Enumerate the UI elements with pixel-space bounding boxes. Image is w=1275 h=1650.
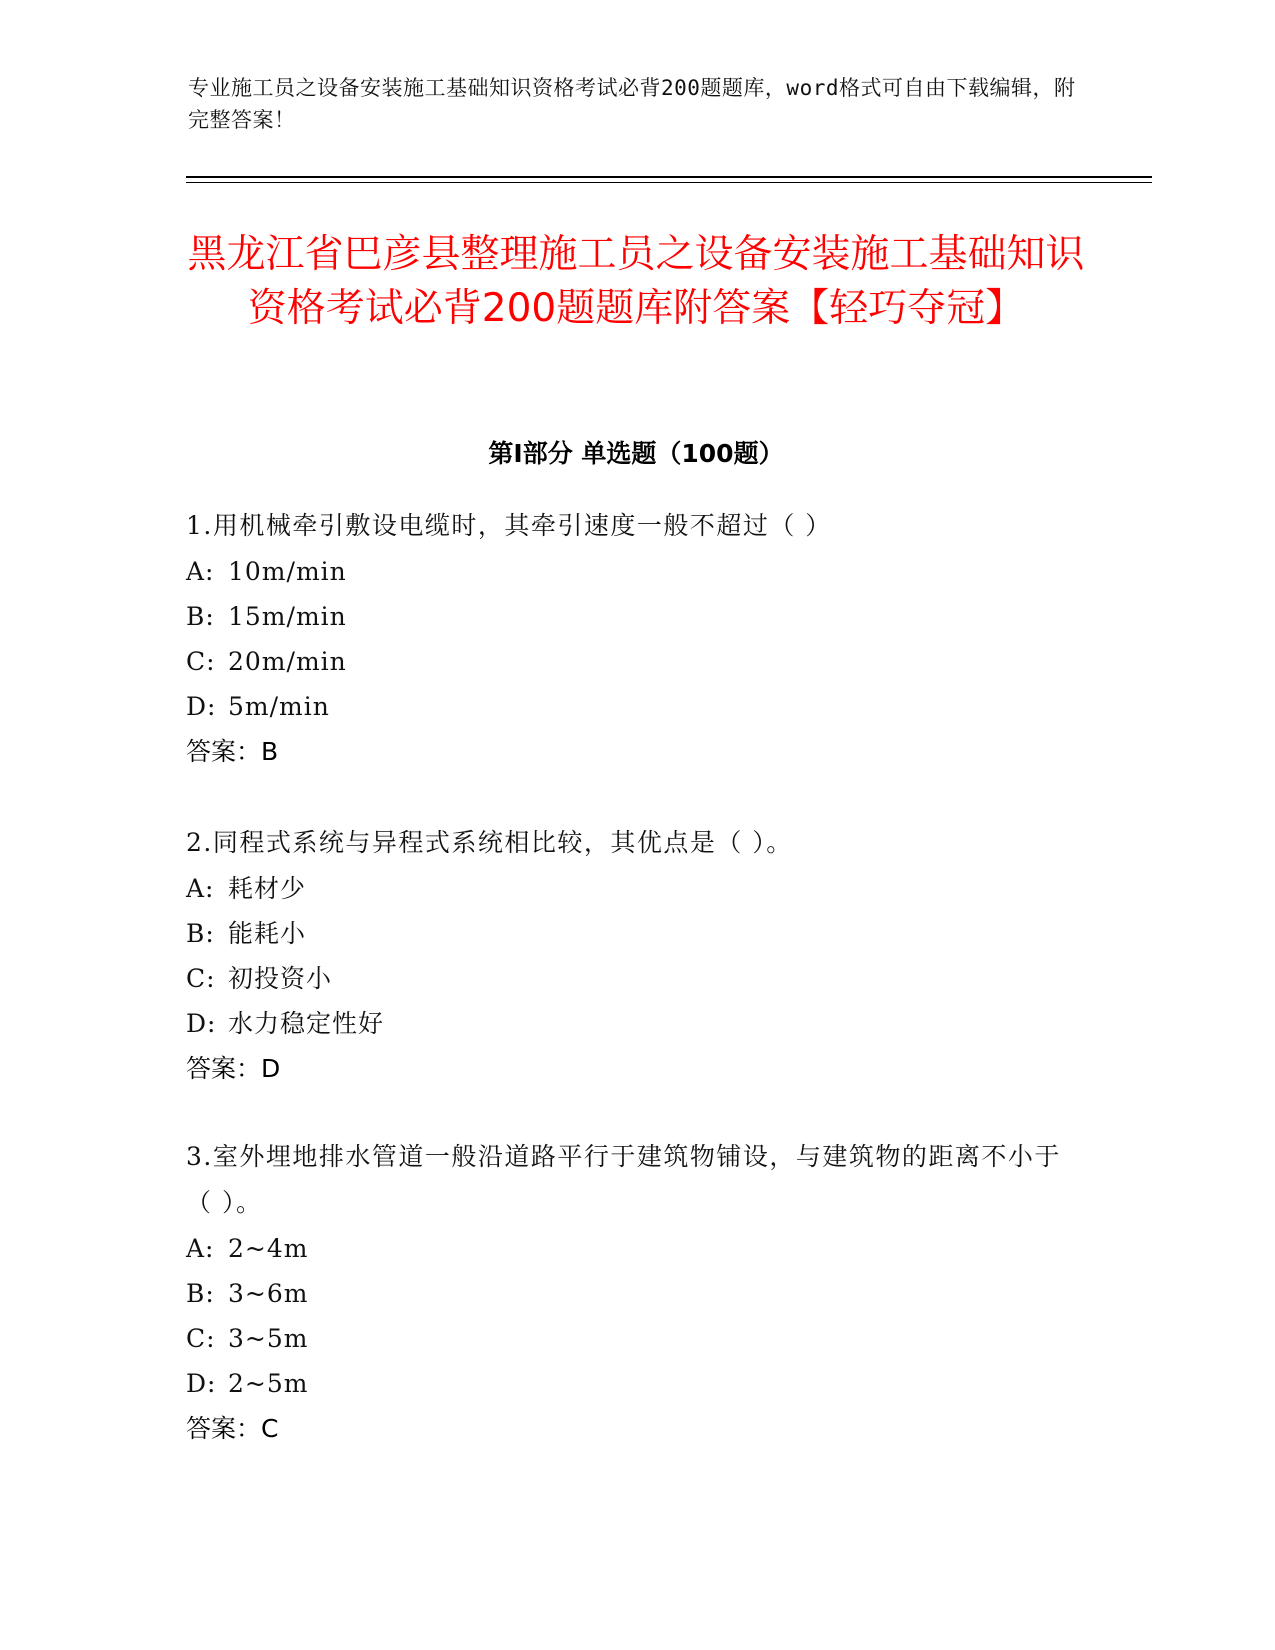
option-letter: D:: [186, 1009, 217, 1038]
option-text: 初投资小: [228, 964, 333, 993]
option-letter: D:: [186, 692, 217, 721]
question-stem: 1.用机械牵引敷设电缆时，其牵引速度一般不超过（ ）: [186, 511, 832, 540]
option-b: [186, 594, 1086, 639]
header-rule-thin: [186, 182, 1152, 183]
option-letter: B:: [186, 919, 215, 948]
document-title: 黑龙江省巴彦县整理施工员之设备安装施工基础知识资格考试必背200题题库附答案【轻巧夺冠】: [187, 232, 1085, 331]
option-a: [186, 866, 1086, 911]
answer-line: 答案：D: [186, 1054, 281, 1083]
section-heading: 第Ⅰ部分 单选题（100题）: [488, 439, 784, 468]
question-2: [186, 820, 1086, 1091]
option-letter: A:: [186, 874, 215, 903]
option-letter: A:: [186, 1234, 215, 1263]
option-letter: C:: [186, 647, 216, 676]
option-text: 3~5m: [228, 1324, 309, 1353]
option-text: 2~4m: [228, 1234, 309, 1263]
option-d: [186, 684, 1086, 729]
option-letter: C:: [186, 964, 216, 993]
option-text: 20m/min: [228, 647, 347, 676]
option-text: 2~5m: [228, 1369, 309, 1398]
option-b: [186, 1271, 1086, 1316]
option-text: 水力稳定性好: [228, 1009, 385, 1038]
question-1: [186, 503, 1086, 774]
answer-line: 答案：C: [186, 1414, 279, 1443]
option-text: 10m/min: [228, 557, 347, 586]
header-rule-thick: [186, 176, 1152, 178]
option-a: [186, 549, 1086, 594]
header-note: 专业施工员之设备安装施工基础知识资格考试必背200题题库，word格式可自由下载编辑，附完整答案！: [188, 76, 1076, 132]
option-letter: B:: [186, 1279, 215, 1308]
option-b: [186, 911, 1086, 956]
option-text: 15m/min: [228, 602, 347, 631]
option-c: [186, 956, 1086, 1001]
question-stem: 3.室外埋地排水管道一般沿道路平行于建筑物铺设，与建筑物的距离不小于（ ）。: [186, 1142, 1061, 1217]
option-text: 5m/min: [228, 692, 330, 721]
answer-line: 答案：B: [186, 737, 279, 766]
option-letter: D:: [186, 1369, 217, 1398]
option-letter: C:: [186, 1324, 216, 1353]
option-d: [186, 1361, 1086, 1406]
option-letter: B:: [186, 602, 215, 631]
option-letter: A:: [186, 557, 215, 586]
option-a: [186, 1226, 1086, 1271]
option-text: 3~6m: [228, 1279, 309, 1308]
question-stem: 2.同程式系统与异程式系统相比较，其优点是（ ）。: [186, 828, 793, 857]
option-c: [186, 1316, 1086, 1361]
option-d: [186, 1001, 1086, 1046]
option-text: 能耗小: [228, 919, 307, 948]
option-c: [186, 639, 1086, 684]
question-3: [186, 1134, 1086, 1451]
option-text: 耗材少: [228, 874, 307, 903]
